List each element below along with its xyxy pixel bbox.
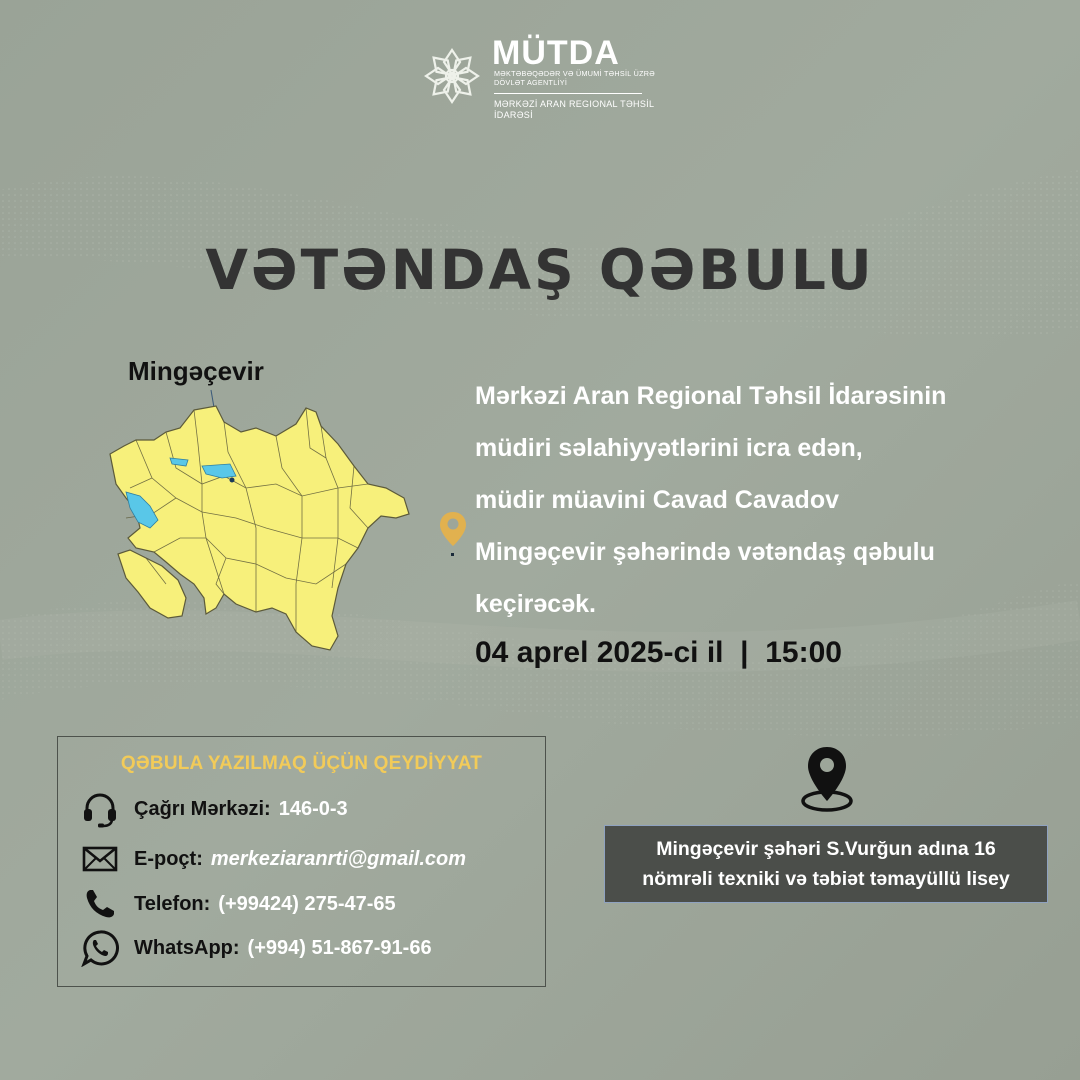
email-value[interactable]: merkeziaranrti@gmail.com [210,847,467,870]
email-row[interactable] [80,839,466,879]
logo-name: MÜTDA [492,34,620,72]
address-line: Mingəçevir şəhəri S.Vurğun adına 16 [656,838,996,860]
event-datetime [475,636,842,670]
registration-title: QƏBULA YAZILMAQ ÜÇÜN QEYDİYYAT [120,753,483,774]
whatsapp-value[interactable]: (+994) 51-867-91-66 [247,936,432,959]
phone-row[interactable] [80,884,396,924]
registration-box [57,736,546,987]
event-time: 15:00 [765,636,842,669]
datetime-separator: | [740,636,749,669]
azerbaijan-map [106,388,416,656]
headset-icon [80,789,120,829]
map-label: Mingəçevir [128,356,264,386]
location-pin-icon [800,745,854,813]
announcement-text [475,372,1055,632]
announcement-line: Mərkəzi Aran Regional Təhsil İdarəsinin [475,382,947,410]
logo-divider [494,93,642,94]
envelope-icon [80,839,120,879]
call-center-label: Çağrı Mərkəzi: [134,797,271,820]
whatsapp-icon [80,928,120,968]
page-title: VƏTƏNDAŞ QƏBULU [205,238,875,302]
whatsapp-row[interactable] [80,928,432,968]
whatsapp-label: WhatsApp: [134,936,240,959]
agency-logo [420,36,660,126]
announcement-line: Mingəçevir şəhərində vətəndaş qəbulu [475,538,935,566]
event-date: 04 aprel 2025-ci il [475,636,724,669]
ornament-logo-icon [420,44,484,108]
email-label: E-poçt: [134,847,203,870]
location-pin-icon [438,510,468,558]
address-box [604,825,1048,903]
call-center-value: 146-0-3 [278,797,348,820]
logo-regional: MƏRKƏZİ ARAN REGIONAL TƏHSİL İDARƏSİ [494,99,654,120]
announcement-line: müdir müavini Cavad Cavadov [475,486,840,514]
phone-label: Telefon: [134,892,211,915]
announcement-line: müdiri səlahiyyətlərini icra edən, [475,434,863,462]
address-line: nömrəli texniki və təbiət təmayüllü lisey [642,868,1010,890]
phone-icon [80,884,120,924]
phone-value[interactable]: (+99424) 275-47-65 [218,892,396,915]
announcement-line: keçirəcək. [475,590,596,618]
logo-subtitle: MƏKTƏBƏQƏDƏR VƏ ÜMUMİ TƏHSİL ÜZRƏ DÖVLƏT AGENTLİYİ [494,69,655,87]
call-center-row[interactable] [80,789,348,829]
